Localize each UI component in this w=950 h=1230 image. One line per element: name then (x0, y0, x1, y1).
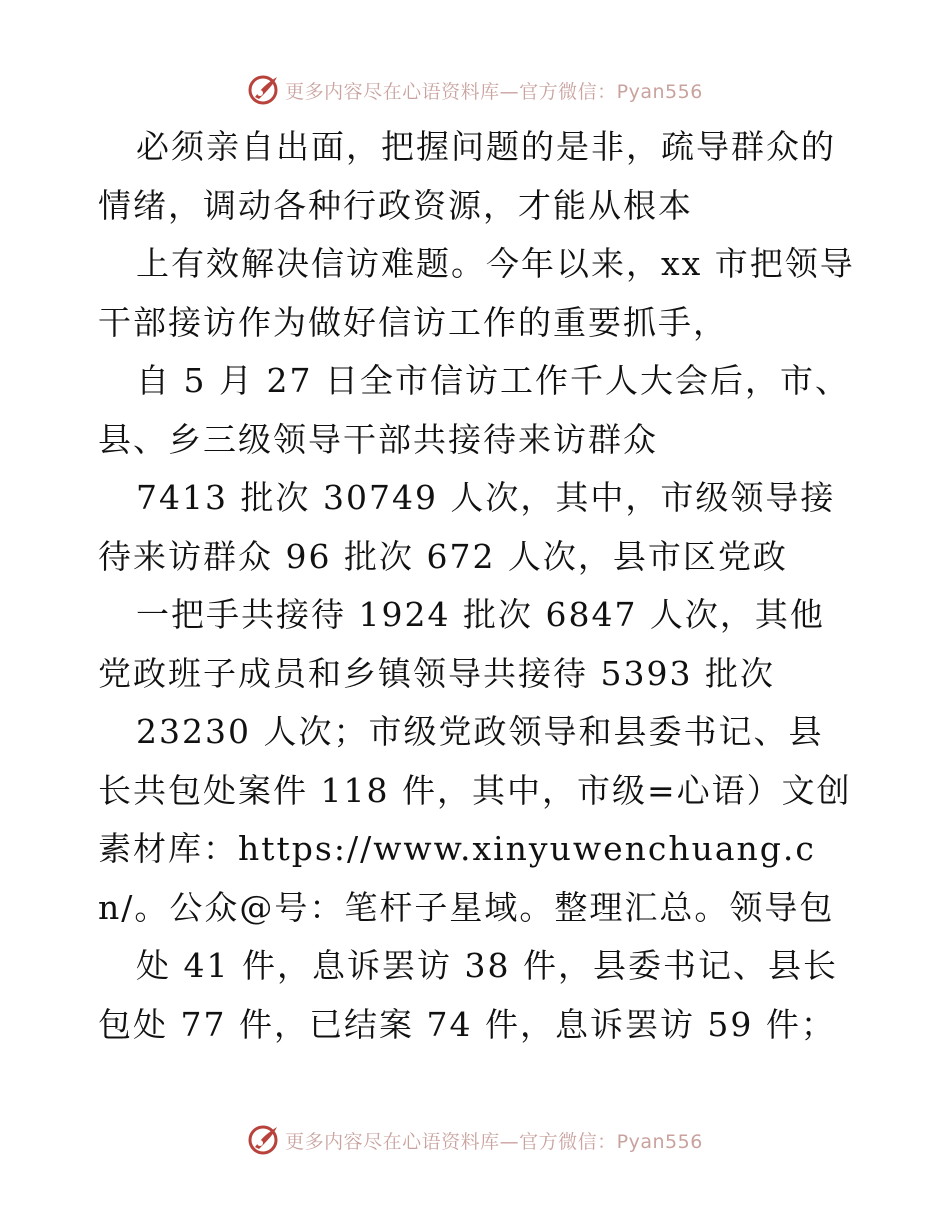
brush-logo-icon (247, 73, 281, 107)
paragraph: 自 5 月 27 日全市信访工作千人大会后，市、县、乡三级领导干部共接待来访群众 (98, 361, 850, 459)
paragraph: 23230 人次；市级党政领导和县委书记、县长共包处案件 118 件，其中，市级=心语）文创素材库：https://www.xinyuwenchuang.cn/。公众@号：笔杆子星域。整理汇总。领导包 (98, 712, 852, 927)
header-banner (0, 70, 950, 110)
paragraph: 一把手共接待 1924 批次 6847 人次，其他党政班子成员和乡镇领导共接待 5393 批次 (98, 595, 825, 693)
footer-banner-text: 更多内容尽在心语资料库—官方微信：Pyan556 (285, 1130, 703, 1153)
header-banner-text: 更多内容尽在心语资料库—官方微信：Pyan556 (285, 80, 703, 103)
paragraph: 必须亲自出面，把握问题的是非，疏导群众的情绪，调动各种行政资源，才能从根本 (98, 127, 836, 225)
document-body (98, 118, 858, 1054)
paragraph: 7413 批次 30749 人次，其中，市级领导接待来访群众 96 批次 672 人次，县市区党政 (98, 478, 836, 576)
brush-logo-icon (247, 1123, 281, 1157)
paragraph: 上有效解决信访难题。今年以来，xx 市把领导干部接访作为做好信访工作的重要抓手， (98, 244, 855, 342)
paragraph: 处 41 件，息诉罢访 38 件，县委书记、县长包处 77 件，已结案 74 件，息诉罢访 59 件； (98, 946, 838, 1044)
footer-banner (0, 1120, 950, 1160)
